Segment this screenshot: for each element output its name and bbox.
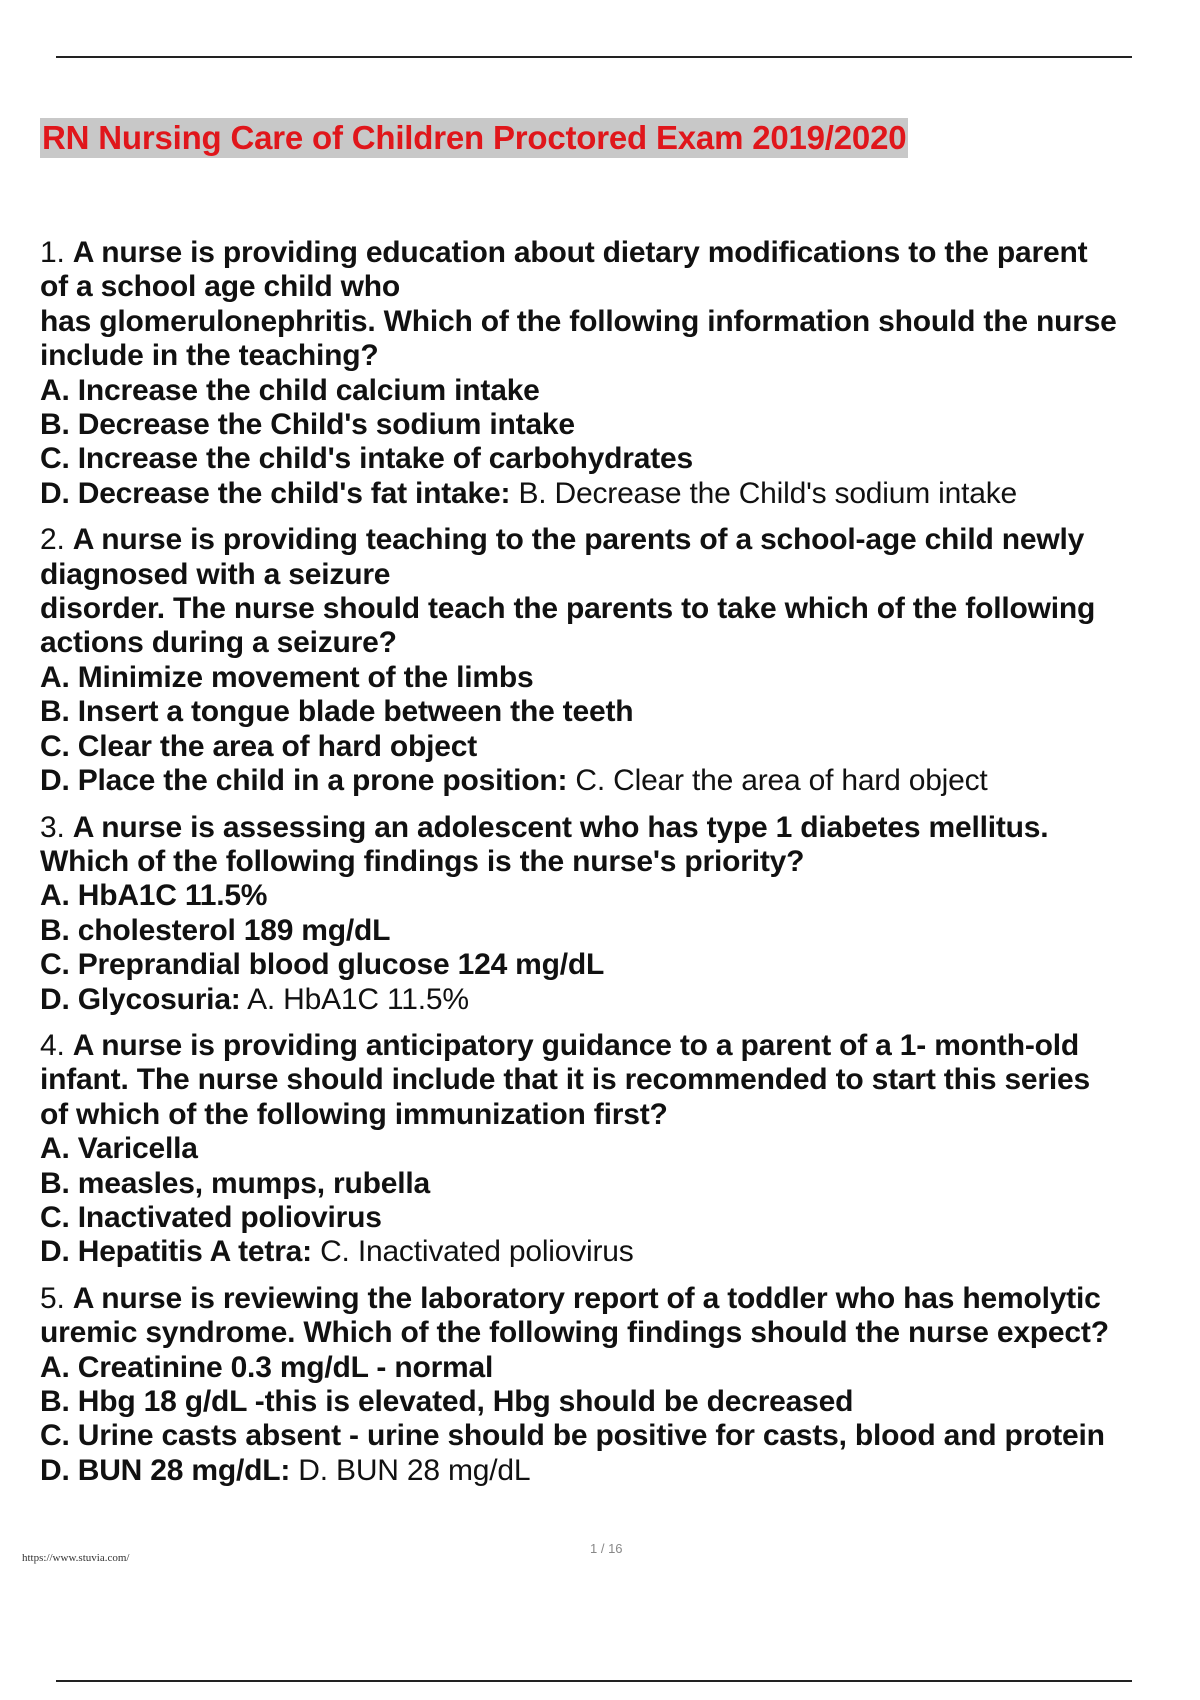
option-c: C. Inactivated poliovirus (40, 1200, 382, 1234)
question-2 (40, 523, 1190, 798)
option-b: B. Insert a tongue blade between the teeth (40, 695, 634, 729)
answer-text: B. Decrease the Child's sodium intake (518, 476, 1018, 510)
option-b: B. Decrease the Child's sodium intake (40, 408, 575, 442)
question-stem-line: of which of the following immunization first? (40, 1097, 668, 1131)
option-c: C. Clear the area of hard object (40, 729, 478, 763)
option-d: D. Decrease the child's fat intake: (40, 476, 511, 510)
option-c: C. Urine casts absent - urine should be positive for casts, blood and protein (40, 1419, 1105, 1453)
question-number: 1. (40, 236, 65, 269)
question-stem-line: has glomerulonephritis. Which of the following information should the nurse (40, 304, 1117, 338)
page-indicator: 1 / 16 (590, 1541, 623, 1556)
question-stem-line: A nurse is assessing an adolescent who has type 1 diabetes mellitus. (72, 810, 1049, 844)
question-stem-line: uremic syndrome. Which of the following findings should the nurse expect? (40, 1316, 1109, 1350)
question-4 (40, 1029, 1190, 1270)
document-title: RN Nursing Care of Children Proctored Exam 2019/2020 (42, 119, 907, 156)
option-c: C. Preprandial blood glucose 124 mg/dL (40, 948, 605, 982)
question-number: 2. (40, 523, 65, 557)
option-b: B. cholesterol 189 mg/dL (40, 913, 391, 947)
answer-text: C. Clear the area of hard object (575, 764, 988, 798)
question-stem-line: include in the teaching? (40, 339, 379, 373)
option-a: A. HbA1C 11.5% (40, 879, 268, 913)
question-1 (40, 236, 1190, 511)
question-stem-line: A nurse is reviewing the laboratory report of a toddler who has hemolytic (72, 1281, 1101, 1315)
option-a: A. Varicella (40, 1132, 198, 1166)
question-3 (40, 811, 1190, 1017)
option-d: D. Glycosuria: (40, 982, 241, 1016)
question-stem-line: actions during a seizure? (40, 626, 397, 660)
option-a: A. Increase the child calcium intake (40, 373, 540, 407)
title-block (40, 118, 908, 158)
option-b: B. measles, mumps, rubella (40, 1166, 430, 1200)
question-list (40, 236, 1190, 1500)
question-number: 5. (40, 1281, 65, 1315)
option-a: A. Minimize movement of the limbs (40, 660, 534, 694)
option-a: A. Creatinine 0.3 mg/dL - normal (40, 1350, 494, 1384)
question-stem-line: Which of the following findings is the nurse's priority? (40, 844, 805, 878)
question-5 (40, 1282, 1190, 1488)
option-d: D. BUN 28 mg/dL: (40, 1453, 291, 1487)
question-stem-line: A nurse is providing teaching to the parents of a school-age child newly (72, 523, 1085, 557)
option-c: C. Increase the child's intake of carbohydrates (40, 442, 693, 476)
footer-source-link[interactable]: https://www.stuvia.com/ (22, 1552, 130, 1564)
question-stem-line: disorder. The nurse should teach the parents to take which of the following (40, 592, 1096, 626)
question-stem-line: diagnosed with a seizure (40, 557, 391, 591)
option-b: B. Hbg 18 g/dL -this is elevated, Hbg should be decreased (40, 1385, 854, 1418)
answer-text: D. BUN 28 mg/dL (298, 1453, 531, 1487)
question-number: 4. (40, 1028, 65, 1062)
question-stem-line: A nurse is providing education about dietary modifications to the parent (72, 236, 1088, 269)
question-stem-line: of a school age child who (40, 270, 401, 304)
answer-text: A. HbA1C 11.5% (247, 982, 469, 1016)
question-stem-line: A nurse is providing anticipatory guidance to a parent of a 1- month-old (72, 1028, 1080, 1062)
option-d: D. Place the child in a prone position: (40, 764, 568, 798)
answer-text: C. Inactivated poliovirus (320, 1235, 634, 1269)
question-number: 3. (40, 810, 65, 844)
option-d: D. Hepatitis A tetra: (40, 1235, 312, 1269)
bottom-divider (56, 1680, 1132, 1682)
question-stem-line: infant. The nurse should include that it is recommended to start this series (40, 1063, 1090, 1097)
top-divider (56, 56, 1132, 58)
